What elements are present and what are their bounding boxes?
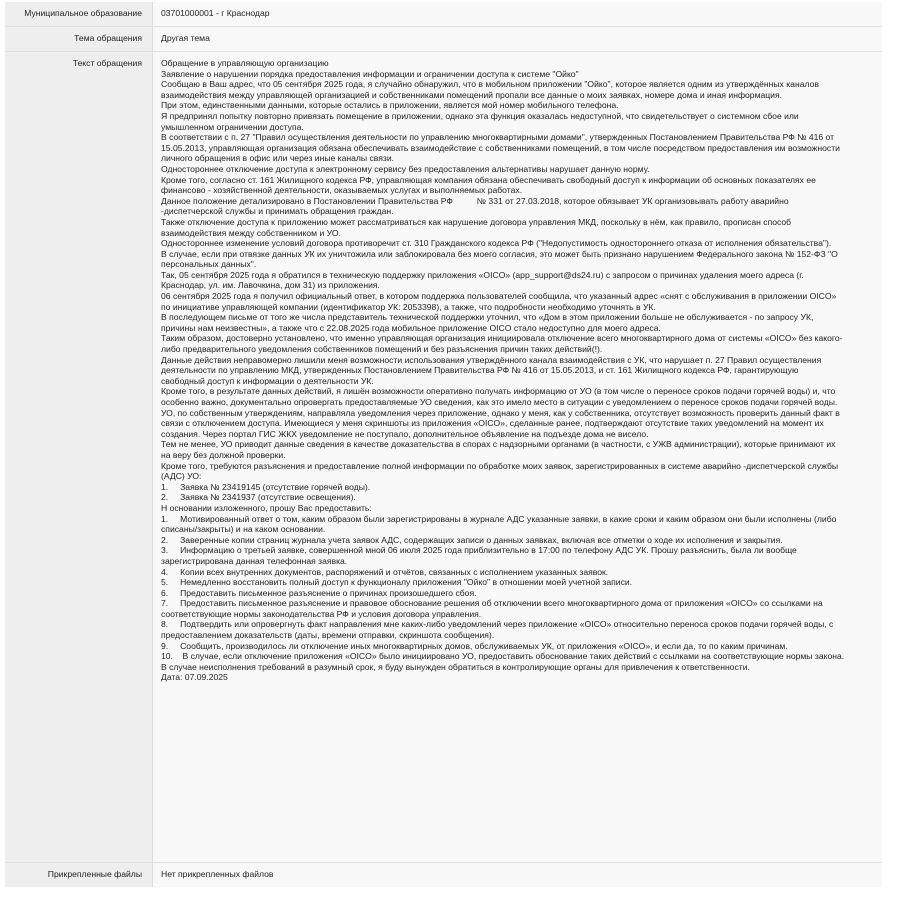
appeal-line: В случае, если при отвязке данных УК их уничтожила или заблокировала без моего согласия, это может быть признано нарушением Федерального закона № 152-ФЗ "О — [161, 248, 838, 259]
appeal-text-label: Текст обращения — [5, 52, 153, 863]
appeal-line: 1. Заявка № 23419145 (отсутствие горячей воды). — [161, 481, 371, 492]
appeal-line: связи с отключением доступа. Имеющиеся у меня скриншоты из приложения «OICO», сделанные ранее, подтверждают отсутствие таких уведомлений на момент их — [161, 418, 824, 429]
appeal-line: зарегистрирована данная телефонная заявка. — [161, 555, 348, 566]
municipality-value: 03701000001 - г Краснодар — [153, 2, 883, 27]
appeal-line: 5. Немедленно восстановить полный доступ к функционалу приложения "Ойко" в отношении моей учетной записи. — [161, 577, 633, 588]
appeal-text-value — [153, 52, 883, 863]
appeal-line: Также отключение доступа к приложению может рассматриваться как нарушение договора управления МКД, поскольку в нём, как правило, прописан способ — [161, 216, 792, 227]
appeal-line: Кроме того, требуются разъяснения и предоставление полной информации по обработке моих заявок, зарегистрированных в системе аварийно -диспетчерской службы — [161, 460, 839, 471]
appeal-line: Одностороннее изменение условий договора противоречит ст. 310 Гражданского кодекса РФ ("Недопустимость одностороннего отказа от исполнения обязательства"). — [161, 238, 832, 249]
appeal-line: финансово - хозяйственной деятельности, оказываемых услугах и выполняемых работах. — [161, 185, 523, 196]
row-appeal-text — [5, 52, 882, 863]
appeal-line: взаимодействия между собственником и УО. — [161, 227, 341, 238]
appeal-line: 3. Информацию о третьей заявке, совершенной мной 06 июля 2025 года приблизительно в 17:00 по телефону АДС УК. Прошу разъяснить, была ли вообще — [161, 545, 797, 556]
attached-files-value: Нет прикрепленных файлов — [153, 863, 883, 888]
appeal-line: (АДС) УО: — [161, 471, 202, 482]
appeal-line: по инициативе управляющей компании (идентификатор УК: 2053398), а также, что подробности необходимо уточнять в УК. — [161, 301, 656, 312]
row-topic — [5, 27, 882, 52]
appeal-line: Обращение в управляющую организацию — [161, 58, 329, 68]
appeal-details-table — [5, 2, 882, 887]
appeal-line: деятельности по управлению МКД, утвержденных Постановлением Правительства РФ № 416 от 15.05.2013, и ст. 161 Жилищного кодекса РФ, гарантирующую — [161, 365, 799, 376]
appeal-line: 10. В случае, если отключение приложения «OICO» было инициировано УО, предоставить обоснование таких действий с ссылками на соответствующие нормы закона. — [161, 651, 845, 662]
appeal-line: В соответствии с п. 27 "Правил осуществления деятельности по управлению многоквартирными домами", утвержденных Постановлением Правительства РФ № 416 от — [161, 132, 835, 143]
appeal-line: 2. Заявка № 2341937 (отсутствие освещения). — [161, 492, 356, 503]
appeal-line: причины нам неизвестны», а также что с 22.08.2025 года мобильное приложение OICO стало недоступно для моего адреса. — [161, 322, 661, 333]
appeal-line: создания. Через портал ГИС ЖКХ уведомление не поступало, дополнительное объявление на подъезде дома не висело. — [161, 428, 649, 439]
appeal-line: 15.05.2013, управляющая организация обязана обеспечивать взаимодействие с собственниками помещений, в том числе посредством предоставления им возможности — [161, 142, 840, 153]
appeal-line: персональных данных". — [161, 259, 257, 270]
appeal-line: Данные действия неправомерно лишили меня возможности использования утверждённого канала взаимодействия с УК, что нарушает п. 27 Правил осуществления — [161, 354, 822, 365]
attached-files-label: Прикрепленные файлы — [5, 863, 153, 888]
appeal-line: При этом, единственными данными, которые остались в приложении, является мой номер мобильного телефона. — [161, 100, 619, 111]
appeal-line: взаимодействия между управляющей организацией и собственниками помещений пропали все данные о моих заявках, номере дома и иная информация. — [161, 89, 783, 100]
appeal-body — [161, 58, 874, 683]
appeal-line: Я предпринял попытку повторно привязать помещение в приложении, однако эта функция оказалась недоступной, что свидетельствует о системном сбое или — [161, 110, 799, 121]
topic-label: Тема обращения — [5, 27, 153, 52]
appeal-line: Сообщаю в Ваш адрес, что 05 сентября 2025 года, я случайно обнаружил, что в мобильном приложении "Ойко", которое является одним из утверждённых каналов — [161, 79, 819, 90]
appeal-line: 6. Предоставить письменное разъяснение о причинах произошедшего сбоя. — [161, 587, 477, 598]
appeal-line: 4. Копии всех внутренних документов, распоряжений и отчётов, связанных с исполнением указанных заявок. — [161, 566, 609, 577]
row-municipality — [5, 2, 882, 27]
appeal-line: 06 сентября 2025 года я получил официальный ответ, в котором поддержка пользователей сообщила, что указанный адрес «снят с обслуживания в приложении OICO» — [161, 291, 837, 302]
appeal-line: списаны/закрыты) и на каком основании. — [161, 524, 326, 535]
appeal-line: Тем не менее, УО приводит данные сведения в качестве доказательства в спорах с надзорными органами (в частности, с УЖВ администрации), которые принимают их — [161, 439, 836, 450]
appeal-line: В случае неисполнения требований в разумный срок, я буду вынужден обратиться в контролирующие органы для привлечения к ответственности. — [161, 661, 750, 672]
appeal-line: В последующем письме от того же числа представитель технической поддержки уточнил, что «Дом в этом приложении больше не обслуживается - по запросу УК, — [161, 312, 814, 323]
appeal-line: Одностороннее отключение доступа к электронному сервису без предоставления альтернативы нарушает данную норму. — [161, 163, 650, 174]
appeal-line: либо предварительного уведомления собственников помещений и без разъяснения причин таких действий(!). — [161, 344, 603, 355]
appeal-line: Дата: 07.09.2025 — [161, 672, 228, 683]
appeal-line: 1. Мотивированный ответ о том, каким образом были зарегистрированы в журнале АДС указанные заявки, в какие сроки и каким образом они были исполнены (либо — [161, 513, 837, 524]
appeal-line: Данное положение детализировано в Постановлении Правительства РФ № 331 от 27.03.2018, которое обязывает УК организовывать работу аварийно — [161, 195, 789, 206]
municipality-label: Муниципальное образование — [5, 2, 153, 27]
appeal-line: Таким образом, достоверно установлено, что именно управляющая организация инициировала отключение всего многоквартирного дома от системы «OICO» без какого- — [161, 333, 843, 344]
topic-value: Другая тема — [153, 27, 883, 52]
appeal-line: 9. Сообщить, производилось ли отключение иных многоквартирных домов, обслуживаемых УК, от приложения «OICO», и если да, то по каким причинам. — [161, 640, 788, 651]
appeal-line: личного обращения в офис или через иные каналы связи. — [161, 153, 395, 164]
appeal-line: Так, 05 сентября 2025 года я обратился в техническую поддержку приложения «OICO» (app_support@ds24.ru) с запросом о причинах удаления моего адреса (г. — [161, 269, 804, 280]
appeal-line: на веру без должной проверки. — [161, 449, 286, 460]
appeal-line: УО, по собственным утверждениям, направляла уведомления через приложение, однако у меня, как у собственника, отсутствует возможность проверить данный факт в — [161, 407, 840, 418]
appeal-line: Заявление о нарушении порядка предоставления информации и ограничении доступа к системе "Ойко" — [161, 68, 579, 79]
row-attached-files — [5, 863, 882, 888]
appeal-line: свободный доступ к информации о деятельности УК. — [161, 375, 374, 386]
appeal-line: Кроме того, согласно ст. 161 Жилищного кодекса РФ, управляющая компания обязана обеспечивать свободный доступ к информации об основных показателях ее — [161, 174, 816, 185]
appeal-line: Н основании изложенного, прошу Вас предоставить: — [161, 502, 372, 513]
appeal-line: предоставлением доказательств (даты, времени отправки, скриншота сообщения). — [161, 630, 495, 641]
appeal-line: особенно важно, документально опровергать предоставляемые УО сведения, как это имело место в ситуации с уведомлением о переносе сроков подачи горячей воды. — [161, 397, 838, 407]
appeal-line: Кроме того, в результате данных действий, я лишён возможности оперативно получать информацию от УО (в том числе о переносе сроков подачи горячей воды) и, что — [161, 386, 836, 397]
appeal-line: 7. Предоставить письменное разъяснение и правовое обоснование решения об отключении всего многоквартирного дома от приложения «OICO» со ссылками на — [161, 598, 823, 609]
appeal-line: 2. Заверенные копии страниц журнала учета заявок АДС, содержащих записи о данных заявках, включая все отметки о ходе их исполнения и закрытия. — [161, 534, 783, 545]
appeal-line: 8. Подтвердить или опровергнуть факт направления мне каких-либо уведомлений через приложение «OICO» относительно переноса сроков подачи горячей воды, с — [161, 619, 834, 630]
appeal-line: соответствующие нормы законодательства РФ и условия договора управления. — [161, 608, 482, 619]
appeal-line: умышленном ограничении доступа. — [161, 121, 304, 132]
appeal-line: -диспетчерской службы и принимать обращения граждан. — [161, 206, 394, 217]
appeal-line: Краснодар, ул. им. Лавочкина, дом 31) из приложения. — [161, 280, 380, 291]
